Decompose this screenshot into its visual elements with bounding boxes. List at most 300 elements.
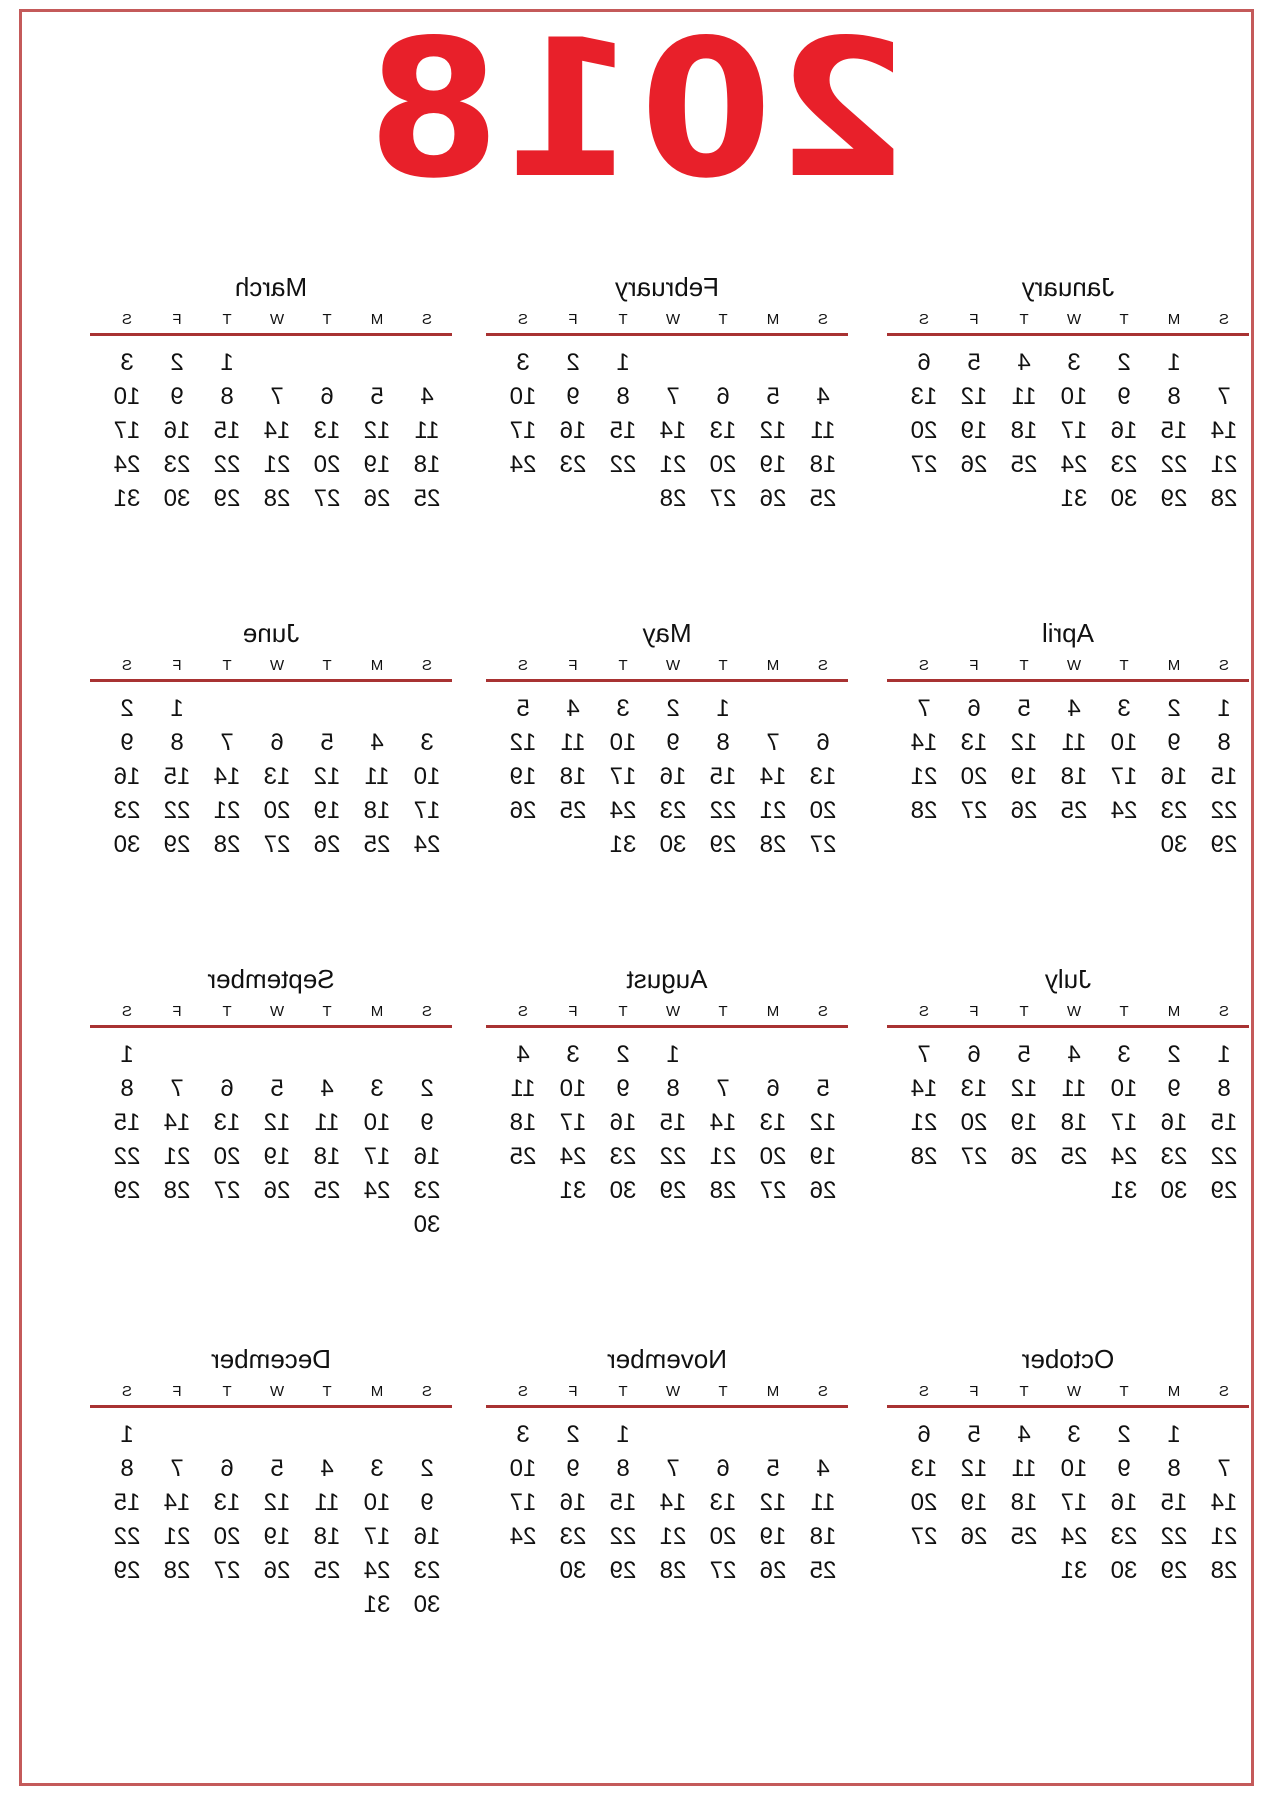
- day-cell: 9: [1167, 729, 1181, 756]
- day-cell: 30: [659, 831, 687, 858]
- day-cell: [202, 692, 252, 726]
- day-cell: 25: [313, 1177, 341, 1204]
- day-cell: 9: [616, 1075, 630, 1102]
- weekday-label: S: [818, 657, 829, 674]
- day-cell: 8: [170, 729, 184, 756]
- day-cell: [748, 1418, 798, 1452]
- month-name: August: [626, 964, 708, 994]
- weekday-label: S: [422, 657, 433, 674]
- day-cell: 5: [516, 695, 530, 722]
- week-row: [486, 1554, 848, 1588]
- day-cell: 29: [1160, 485, 1188, 512]
- weekday-label: M: [766, 1003, 780, 1020]
- week-row: [887, 1174, 1249, 1208]
- month-september: [90, 964, 452, 1242]
- weekday-label: S: [1219, 1383, 1230, 1400]
- day-cell: 10: [509, 383, 537, 410]
- day-cell: 19: [759, 1523, 787, 1550]
- weekday-header-row: [90, 1002, 452, 1022]
- day-cell: 25: [1010, 1523, 1038, 1550]
- weekday-label: W: [1066, 1003, 1082, 1020]
- day-cell: 24: [509, 451, 537, 478]
- day-cell: 2: [566, 1421, 580, 1448]
- day-cell: [202, 1208, 252, 1242]
- day-cell: 12: [1010, 729, 1038, 756]
- day-cell: 24: [413, 831, 441, 858]
- day-cell: 23: [609, 1143, 637, 1170]
- month-name: February: [614, 272, 720, 302]
- weekday-label: F: [568, 1003, 578, 1020]
- weekday-label: T: [1119, 1003, 1129, 1020]
- day-cell: 6: [270, 729, 284, 756]
- day-cell: 6: [816, 729, 830, 756]
- day-cell: 2: [420, 1455, 434, 1482]
- week-row: [90, 794, 452, 828]
- day-cell: 9: [566, 1455, 580, 1482]
- day-cell: 30: [413, 1591, 441, 1618]
- day-cell: 8: [1217, 1075, 1231, 1102]
- day-cell: [402, 1418, 452, 1452]
- day-cell: 17: [509, 1489, 537, 1516]
- weekday-label: F: [172, 1383, 182, 1400]
- day-cell: 19: [509, 763, 537, 790]
- day-cell: 11: [314, 1489, 340, 1516]
- day-cell: 14: [759, 763, 787, 790]
- day-cell: 18: [1010, 1489, 1038, 1516]
- day-cell: [748, 346, 798, 380]
- week-row: [90, 828, 452, 862]
- day-cell: 25: [509, 1143, 537, 1170]
- day-cell: 30: [1110, 485, 1138, 512]
- day-cell: 13: [313, 417, 341, 444]
- day-cell: 27: [313, 485, 341, 512]
- weekday-label: T: [618, 657, 628, 674]
- day-cell: [949, 482, 999, 516]
- day-cell: 3: [370, 1455, 384, 1482]
- day-cell: 1: [170, 695, 184, 722]
- header-divider: [90, 1405, 452, 1408]
- weekday-label: M: [766, 311, 780, 328]
- day-cell: 16: [413, 1143, 441, 1170]
- day-cell: 28: [163, 1557, 191, 1584]
- day-cell: 15: [163, 763, 191, 790]
- day-cell: 14: [910, 729, 938, 756]
- day-cell: 4: [516, 1041, 530, 1068]
- weekday-label: T: [618, 311, 628, 328]
- day-cell: 3: [516, 349, 530, 376]
- day-cell: 17: [363, 1523, 391, 1550]
- day-cell: [402, 692, 452, 726]
- week-row: [90, 1520, 452, 1554]
- day-cell: 7: [220, 729, 234, 756]
- day-cell: 8: [1217, 729, 1231, 756]
- day-cell: 15: [609, 1489, 637, 1516]
- day-cell: 27: [759, 1177, 787, 1204]
- day-cell: 27: [213, 1557, 241, 1584]
- weekday-label: M: [370, 311, 384, 328]
- day-cell: 13: [759, 1109, 787, 1136]
- day-cell: 5: [766, 383, 780, 410]
- day-cell: 4: [1067, 695, 1081, 722]
- weekday-label: M: [1167, 657, 1181, 674]
- month-name: April: [1042, 618, 1095, 648]
- week-row: [887, 692, 1249, 726]
- day-cell: 29: [113, 1177, 141, 1204]
- day-cell: 4: [1017, 1421, 1031, 1448]
- day-cell: 7: [716, 1075, 730, 1102]
- week-row: [90, 448, 452, 482]
- day-cell: 19: [960, 417, 988, 444]
- day-cell: 26: [509, 797, 537, 824]
- day-cell: 24: [559, 1143, 587, 1170]
- day-cell: 14: [213, 763, 241, 790]
- weekday-label: S: [422, 311, 433, 328]
- day-cell: 22: [213, 451, 241, 478]
- weekday-label: T: [1119, 311, 1129, 328]
- day-cell: 24: [1060, 1523, 1088, 1550]
- day-cell: 24: [1110, 797, 1138, 824]
- day-cell: 26: [960, 451, 988, 478]
- day-cell: 17: [1060, 1489, 1088, 1516]
- day-cell: 28: [759, 831, 787, 858]
- day-cell: [999, 1174, 1049, 1208]
- day-cell: 15: [1210, 763, 1238, 790]
- day-cell: 25: [809, 485, 837, 512]
- day-cell: 30: [609, 1177, 637, 1204]
- day-cell: [252, 1418, 302, 1452]
- day-cell: 13: [809, 763, 837, 790]
- week-row: [90, 1452, 452, 1486]
- day-cell: 17: [609, 763, 637, 790]
- month-june: [90, 618, 452, 862]
- day-cell: 21: [1210, 451, 1238, 478]
- day-cell: 26: [759, 1557, 787, 1584]
- month-name: September: [207, 964, 335, 994]
- day-cell: 5: [967, 1421, 981, 1448]
- day-cell: [202, 1588, 252, 1622]
- day-cell: 26: [313, 831, 341, 858]
- day-cell: 27: [960, 1143, 988, 1170]
- day-cell: 18: [313, 1143, 341, 1170]
- day-cell: 20: [709, 451, 737, 478]
- day-cell: 15: [1160, 417, 1188, 444]
- weekday-label: S: [122, 1383, 133, 1400]
- day-cell: 18: [509, 1109, 537, 1136]
- day-cell: 2: [1117, 349, 1131, 376]
- day-cell: 18: [413, 451, 441, 478]
- day-cell: 23: [1110, 1523, 1138, 1550]
- day-cell: 19: [809, 1143, 837, 1170]
- day-cell: 12: [509, 729, 537, 756]
- day-cell: 20: [213, 1143, 241, 1170]
- header-divider: [90, 1025, 452, 1028]
- day-cell: 2: [1167, 1041, 1181, 1068]
- day-cell: 6: [766, 1075, 780, 1102]
- week-row: [90, 1554, 452, 1588]
- week-row: [90, 380, 452, 414]
- day-cell: 3: [516, 1421, 530, 1448]
- day-cell: 4: [566, 695, 580, 722]
- weekday-label: W: [665, 1003, 681, 1020]
- week-row: [887, 1072, 1249, 1106]
- day-cell: 25: [413, 485, 441, 512]
- day-cell: [999, 828, 1049, 862]
- day-cell: 4: [816, 383, 830, 410]
- day-cell: 5: [320, 729, 334, 756]
- day-cell: 3: [1117, 695, 1131, 722]
- day-cell: 23: [1110, 451, 1138, 478]
- day-cell: 6: [320, 383, 334, 410]
- day-cell: 3: [1117, 1041, 1131, 1068]
- day-cell: 25: [1060, 797, 1088, 824]
- month-name: December: [211, 1344, 331, 1374]
- day-cell: 30: [163, 485, 191, 512]
- day-cell: 25: [559, 797, 587, 824]
- day-cell: [949, 1554, 999, 1588]
- day-cell: [302, 1208, 352, 1242]
- day-cell: 29: [1210, 831, 1238, 858]
- week-row: [90, 692, 452, 726]
- weekday-label: S: [1219, 1003, 1230, 1020]
- day-cell: 9: [1167, 1075, 1181, 1102]
- weekday-label: T: [1119, 1383, 1129, 1400]
- day-cell: 16: [609, 1109, 637, 1136]
- day-cell: [949, 828, 999, 862]
- week-row: [90, 1140, 452, 1174]
- day-cell: [498, 1554, 548, 1588]
- day-cell: 10: [1110, 729, 1138, 756]
- day-cell: 23: [659, 797, 687, 824]
- day-cell: 3: [616, 695, 630, 722]
- week-row: [90, 1208, 452, 1242]
- day-cell: 20: [213, 1523, 241, 1550]
- week-row: [486, 828, 848, 862]
- day-cell: 8: [666, 1075, 680, 1102]
- weekday-label: W: [665, 311, 681, 328]
- day-cell: 1: [120, 1421, 134, 1448]
- day-cell: 8: [120, 1455, 134, 1482]
- weekday-label: S: [919, 657, 930, 674]
- day-cell: [252, 1038, 302, 1072]
- day-cell: [352, 346, 402, 380]
- day-cell: 4: [816, 1455, 830, 1482]
- day-cell: 4: [1067, 1041, 1081, 1068]
- day-cell: 1: [120, 1041, 134, 1068]
- weekday-label: M: [766, 657, 780, 674]
- day-cell: 28: [1210, 1557, 1238, 1584]
- weekday-label: F: [568, 1383, 578, 1400]
- day-cell: 18: [1060, 1109, 1088, 1136]
- day-cell: 8: [616, 1455, 630, 1482]
- day-cell: 7: [917, 695, 931, 722]
- week-row: [887, 794, 1249, 828]
- weekday-label: S: [122, 1003, 133, 1020]
- day-cell: [152, 1418, 202, 1452]
- weekday-label: S: [518, 311, 529, 328]
- day-cell: 3: [1067, 349, 1081, 376]
- week-row: [486, 1486, 848, 1520]
- weekday-label: W: [269, 311, 285, 328]
- day-cell: 6: [716, 383, 730, 410]
- day-cell: [999, 1554, 1049, 1588]
- day-cell: 25: [809, 1557, 837, 1584]
- day-cell: 14: [163, 1489, 191, 1516]
- weekday-label: M: [1167, 311, 1181, 328]
- day-cell: 5: [1017, 1041, 1031, 1068]
- day-cell: 21: [1210, 1523, 1238, 1550]
- week-row: [887, 1106, 1249, 1140]
- day-cell: 29: [1160, 1557, 1188, 1584]
- day-cell: 28: [910, 797, 938, 824]
- day-cell: 23: [559, 451, 587, 478]
- weekday-label: T: [718, 1383, 728, 1400]
- week-row: [486, 726, 848, 760]
- day-cell: 26: [759, 485, 787, 512]
- week-row: [90, 1174, 452, 1208]
- weekday-label: T: [1019, 1003, 1029, 1020]
- weekday-label: S: [422, 1383, 433, 1400]
- day-cell: 14: [709, 1109, 737, 1136]
- day-cell: [252, 1588, 302, 1622]
- week-row: [486, 692, 848, 726]
- day-cell: 11: [810, 417, 836, 444]
- header-divider: [486, 1025, 848, 1028]
- day-cell: 18: [1060, 763, 1088, 790]
- day-cell: 18: [1010, 417, 1038, 444]
- day-cell: 15: [1160, 1489, 1188, 1516]
- day-cell: 16: [413, 1523, 441, 1550]
- day-cell: 8: [1167, 1455, 1181, 1482]
- month-name: July: [1044, 964, 1092, 994]
- day-cell: 5: [766, 1455, 780, 1482]
- day-cell: 10: [113, 383, 141, 410]
- day-cell: [252, 346, 302, 380]
- day-cell: 7: [1217, 1455, 1231, 1482]
- week-row: [486, 1072, 848, 1106]
- day-cell: 10: [363, 1109, 391, 1136]
- day-cell: 12: [363, 417, 391, 444]
- week-row: [887, 346, 1249, 380]
- day-cell: 27: [809, 831, 837, 858]
- day-cell: 20: [960, 763, 988, 790]
- day-cell: 17: [413, 797, 441, 824]
- month-october: [887, 1344, 1249, 1588]
- month-january: [887, 272, 1249, 516]
- day-cell: 29: [709, 831, 737, 858]
- day-cell: 30: [1160, 1177, 1188, 1204]
- day-cell: 28: [659, 1557, 687, 1584]
- day-cell: 18: [313, 1523, 341, 1550]
- weekday-header-row: [90, 310, 452, 330]
- weekday-label: M: [766, 1383, 780, 1400]
- weekday-header-row: [90, 1382, 452, 1402]
- day-cell: 27: [709, 1557, 737, 1584]
- header-divider: [486, 1405, 848, 1408]
- day-cell: 14: [1210, 417, 1238, 444]
- day-cell: 29: [113, 1557, 141, 1584]
- weekday-label: T: [1019, 1383, 1029, 1400]
- day-cell: 8: [716, 729, 730, 756]
- week-row: [887, 1486, 1249, 1520]
- weekday-header-row: [486, 1002, 848, 1022]
- day-cell: 21: [163, 1143, 191, 1170]
- day-cell: 28: [659, 485, 687, 512]
- day-cell: 20: [263, 797, 291, 824]
- day-cell: [698, 1418, 748, 1452]
- day-cell: 2: [1117, 1421, 1131, 1448]
- day-cell: [352, 1208, 402, 1242]
- weekday-label: M: [370, 657, 384, 674]
- week-row: [887, 1418, 1249, 1452]
- weekday-label: F: [172, 311, 182, 328]
- day-cell: 20: [313, 451, 341, 478]
- week-row: [887, 448, 1249, 482]
- day-cell: 23: [1160, 797, 1188, 824]
- day-cell: 30: [413, 1211, 441, 1238]
- weekday-label: F: [969, 657, 979, 674]
- day-cell: 9: [420, 1489, 434, 1516]
- day-cell: [102, 1588, 152, 1622]
- week-row: [90, 482, 452, 516]
- day-cell: 26: [263, 1177, 291, 1204]
- weekday-label: T: [222, 311, 232, 328]
- month-name: November: [607, 1344, 727, 1374]
- day-cell: 16: [1160, 1109, 1188, 1136]
- day-cell: 24: [609, 797, 637, 824]
- day-cell: 9: [170, 383, 184, 410]
- day-cell: [302, 346, 352, 380]
- day-cell: 13: [213, 1109, 241, 1136]
- week-row: [486, 1140, 848, 1174]
- day-cell: [698, 1038, 748, 1072]
- day-cell: [252, 692, 302, 726]
- weekday-label: F: [969, 1383, 979, 1400]
- day-cell: 10: [413, 763, 441, 790]
- day-cell: [1049, 1174, 1099, 1208]
- week-row: [486, 448, 848, 482]
- day-cell: [202, 1038, 252, 1072]
- week-row: [90, 1072, 452, 1106]
- weekday-label: T: [718, 1003, 728, 1020]
- week-row: [887, 414, 1249, 448]
- day-cell: 12: [263, 1489, 291, 1516]
- month-december: [90, 1344, 452, 1622]
- day-cell: [1199, 346, 1249, 380]
- day-cell: [498, 482, 548, 516]
- week-row: [887, 1520, 1249, 1554]
- day-cell: [798, 1038, 848, 1072]
- day-cell: 20: [809, 797, 837, 824]
- day-cell: 21: [910, 1109, 938, 1136]
- day-cell: 27: [910, 1523, 938, 1550]
- week-row: [887, 828, 1249, 862]
- day-cell: 17: [1110, 1109, 1138, 1136]
- day-cell: 28: [163, 1177, 191, 1204]
- day-cell: 24: [1060, 451, 1088, 478]
- day-cell: 7: [917, 1041, 931, 1068]
- weekday-label: T: [1019, 311, 1029, 328]
- day-cell: 12: [960, 1455, 988, 1482]
- week-row: [90, 726, 452, 760]
- day-cell: 6: [967, 1041, 981, 1068]
- day-cell: 22: [163, 797, 191, 824]
- day-cell: 1: [1167, 349, 1181, 376]
- day-cell: 31: [1110, 1177, 1138, 1204]
- weekday-label: F: [969, 1003, 979, 1020]
- day-cell: 11: [1061, 729, 1087, 756]
- week-row: [486, 1452, 848, 1486]
- month-may: [486, 618, 848, 862]
